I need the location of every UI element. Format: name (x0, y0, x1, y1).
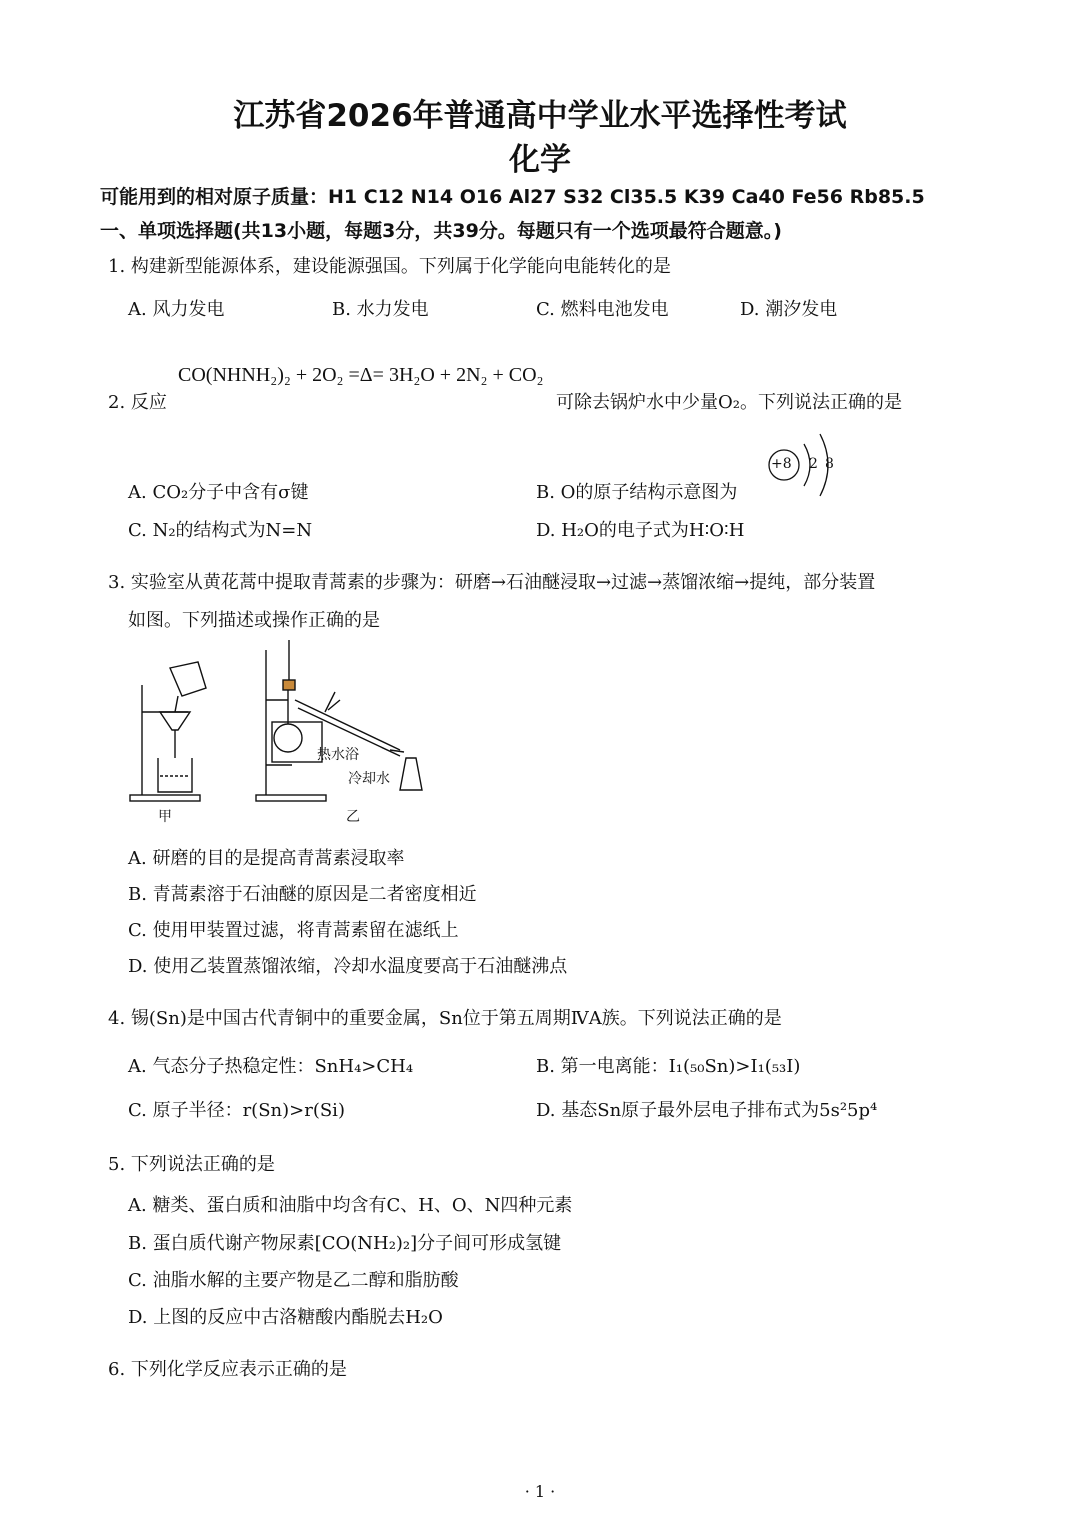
q4-option-a: A. 气态分子热稳定性：SnH₄>CH₄ (128, 1056, 414, 1077)
q6-stem: 6. 下列化学反应表示正确的是 (108, 1359, 347, 1380)
q5-option-d: D. 上图的反应中古洛糖酸内酯脱去H₂O (128, 1307, 443, 1328)
q4-option-d: D. 基态Sn原子最外层电子排布式为5s²5p⁴ (536, 1100, 878, 1121)
q3-option-c: C. 使用甲装置过滤，将青蒿素留在滤纸上 (128, 920, 459, 941)
apparatus-figure (120, 640, 460, 830)
q3-stem-line2: 如图。下列描述或操作正确的是 (128, 610, 380, 631)
q4-option-c: C. 原子半径：r(Sn)>r(Si) (128, 1100, 345, 1121)
nucleus-charge: +8 (771, 456, 792, 472)
q5-stem: 5. 下列说法正确的是 (108, 1154, 275, 1175)
shell-2-electrons: 8 (825, 456, 834, 472)
oxygen-atom-structure-diagram (766, 430, 838, 500)
exam-title: 江苏省2026年普通高中学业水平选择性考试 (233, 98, 847, 134)
q2-option-a: A. CO₂分子中含有σ键 (128, 482, 309, 503)
q5-option-b: B. 蛋白质代谢产物尿素[CO(NH₂)₂]分子间可形成氢键 (128, 1233, 562, 1254)
label-apparatus-jia: 甲 (158, 809, 172, 825)
q3-stem-line1: 3. 实验室从黄花蒿中提取青蒿素的步骤为：研磨→石油醚浸取→过滤→蒸馏浓缩→提纯，部分装置 (108, 572, 876, 593)
q3-option-b: B. 青蒿素溶于石油醚的原因是二者密度相近 (128, 884, 477, 905)
label-cooling-water: 冷却水 (348, 771, 390, 787)
q1-option-b: B. 水力发电 (332, 299, 429, 320)
q4-option-b: B. 第一电离能：I₁(₅₀Sn)>I₁(₅₃I) (536, 1056, 801, 1077)
subject-title: 化学 (509, 142, 571, 178)
q2-option-c: C. N₂的结构式为N=N (128, 520, 313, 541)
q2-tail: 可除去锅炉水中少量O₂。下列说法正确的是 (556, 392, 902, 413)
label-hot-water-bath: 热水浴 (317, 747, 359, 763)
q2-option-b: B. O的原子结构示意图为 (536, 482, 738, 503)
q2-lead: 2. 反应 (108, 392, 167, 413)
q1-stem: 1. 构建新型能源体系，建设能源强国。下列属于化学能向电能转化的是 (108, 256, 671, 277)
q1-option-d: D. 潮汐发电 (740, 299, 838, 320)
q2-option-d: D. H₂O的电子式为H∶O∶H (536, 520, 745, 541)
q1-option-c: C. 燃料电池发电 (536, 299, 669, 320)
shell-1-electrons: 2 (809, 456, 818, 472)
q5-option-c: C. 油脂水解的主要产物是乙二醇和脂肪酸 (128, 1270, 459, 1291)
q3-option-a: A. 研磨的目的是提高青蒿素浸取率 (128, 848, 405, 869)
label-apparatus-yi: 乙 (346, 809, 360, 825)
atomic-masses: 可能用到的相对原子质量：H1 C12 N14 O16 Al27 S32 Cl35.5 K39 Ca40 Fe56 Rb85.5 (100, 186, 925, 208)
q5-option-a: A. 糖类、蛋白质和油脂中均含有C、H、O、N四种元素 (128, 1195, 573, 1216)
section-heading: 一、单项选择题(共13小题，每题3分，共39分。每题只有一个选项最符合题意。) (100, 220, 782, 242)
q2-equation: CO(NHNH₂)₂ + 2O₂ =Δ= 3H₂O + 2N₂ + CO₂ (178, 364, 544, 386)
q3-option-d: D. 使用乙装置蒸馏浓缩，冷却水温度要高于石油醚沸点 (128, 956, 568, 977)
q4-stem: 4. 锡(Sn)是中国古代青铜中的重要金属，Sn位于第五周期ⅣA族。下列说法正确的是 (108, 1008, 782, 1029)
q1-option-a: A. 风力发电 (128, 299, 225, 320)
page-number: · 1 · (524, 1482, 556, 1501)
